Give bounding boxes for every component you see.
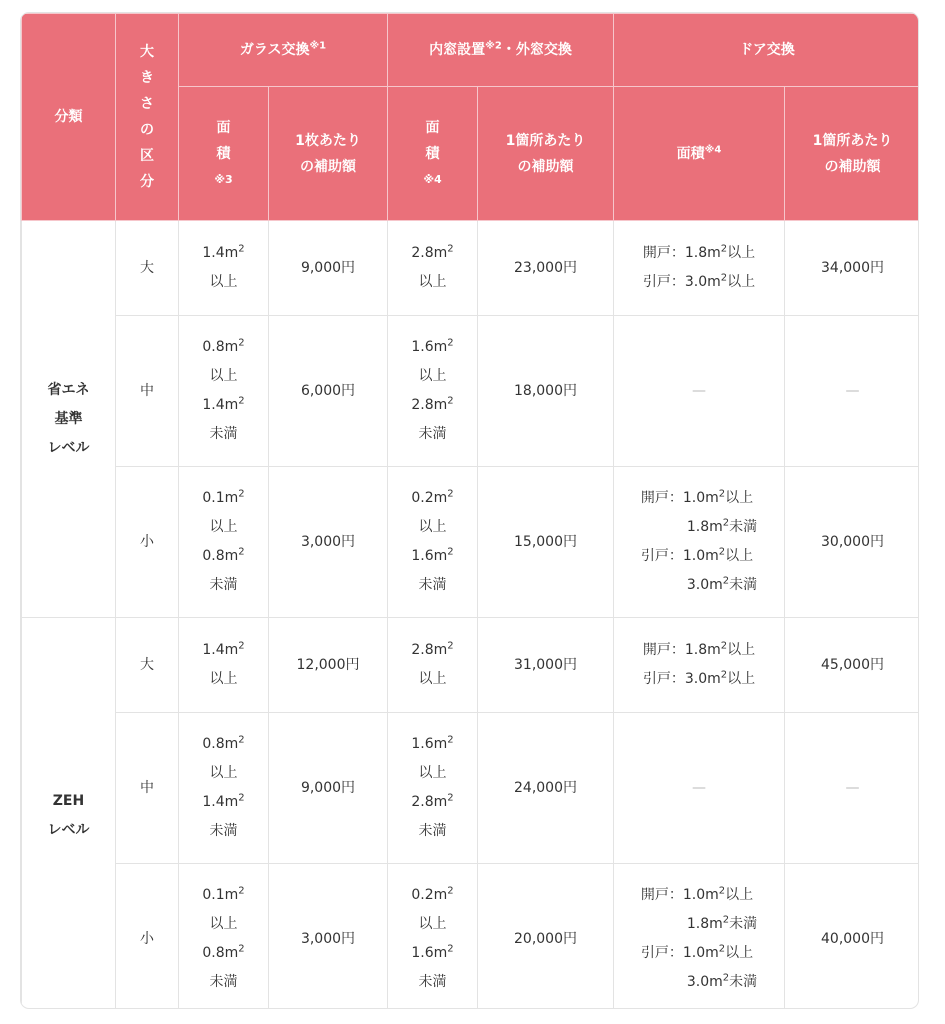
glass-area-cell: $0.8m^2$ 以上 $1.4m^2$ 未満 [179, 316, 269, 467]
category-label-line: ZEH [52, 793, 85, 809]
category-label-line: 省エネ [47, 381, 90, 398]
header-size-char: き [140, 70, 154, 86]
area-value: 1.6m [411, 945, 448, 961]
window-area-cell: $2.8m^2$ 以上 [388, 221, 478, 316]
window-amount-cell: 23,000円 [478, 221, 614, 316]
door-area-cell: 開戸：$1.0m^2$以上 $1.8m^2$未満 引戸：$1.0m^2$以上 $3.0m^2$未満 [614, 864, 785, 1010]
header-window-note: ※2 [485, 40, 502, 52]
header-amount-line: の補助額 [824, 158, 881, 175]
door-area-cell: 開戸：$1.8m^2$以上 引戸：$3.0m^2$以上 [614, 221, 785, 316]
area-qualifier: 以上 [418, 274, 447, 290]
area-value: 1.6m [411, 736, 448, 752]
door-amount-cell: — [785, 713, 920, 864]
header-size-char: 大 [140, 44, 154, 60]
door-amount-cell: 45,000円 [785, 618, 920, 713]
header-window [388, 14, 614, 87]
category-label-line: 基準 [54, 410, 83, 427]
door-area-qualifier: 以上 [727, 245, 756, 261]
door-area-value: 開戸：1.8m [642, 642, 721, 658]
header-amount-line: 1箇所あたり [812, 132, 893, 149]
size-cell: 小 [116, 467, 179, 618]
area-value: 0.1m [202, 490, 239, 506]
area-value: 2.8m [411, 397, 448, 413]
door-area-cell: — [614, 713, 785, 864]
area-qualifier: 未満 [209, 823, 238, 839]
category-label-line: レベル [47, 439, 90, 456]
header-area-char: 積 [425, 145, 440, 162]
size-cell: 中 [116, 713, 179, 864]
door-area-value: 引戸：1.0m [640, 945, 719, 961]
table-row [22, 467, 920, 618]
area-qualifier: 未満 [209, 577, 238, 593]
door-area-qualifier: 以上 [727, 274, 756, 290]
header-window-area [388, 87, 478, 221]
glass-amount-cell: 9,000円 [269, 221, 388, 316]
door-area-qualifier: 未満 [729, 916, 758, 932]
header-door-amount [785, 87, 920, 221]
area-value: 1.4m [202, 642, 239, 658]
glass-amount-cell: 3,000円 [269, 467, 388, 618]
door-area-value: 1.8m [686, 916, 723, 932]
category-cell [22, 618, 116, 1010]
area-qualifier: 未満 [418, 577, 447, 593]
area-qualifier: 未満 [418, 426, 447, 442]
door-area-value: 3.0m [686, 974, 723, 990]
header-door: ドア交換 [614, 14, 920, 87]
area-value: 1.6m [411, 548, 448, 564]
table-row [22, 618, 920, 713]
area-value: 2.8m [411, 642, 448, 658]
size-cell: 小 [116, 864, 179, 1010]
glass-amount-cell: 9,000円 [269, 713, 388, 864]
area-value: 0.8m [202, 945, 239, 961]
area-qualifier: 以上 [209, 916, 238, 932]
window-area-cell: $1.6m^2$ 以上 $2.8m^2$ 未満 [388, 713, 478, 864]
header-amount-line: の補助額 [517, 158, 574, 175]
window-area-cell: $0.2m^2$ 以上 $1.6m^2$ 未満 [388, 467, 478, 618]
header-size-class [116, 14, 179, 221]
header-area-char: 面 [425, 119, 440, 136]
header-window-title-a: 内窓設置 [429, 42, 486, 58]
header-glass-area [179, 87, 269, 221]
category-label-line: レベル [47, 822, 90, 838]
area-value: 1.4m [202, 794, 239, 810]
area-value: 0.1m [202, 887, 239, 903]
window-amount-cell: 24,000円 [478, 713, 614, 864]
glass-amount-cell: 6,000円 [269, 316, 388, 467]
area-value: 0.8m [202, 736, 239, 752]
area-qualifier: 未満 [418, 823, 447, 839]
door-area-value: 引戸：3.0m [642, 274, 721, 290]
door-amount-cell: 34,000円 [785, 221, 920, 316]
window-area-cell: $0.2m^2$ 以上 $1.6m^2$ 未満 [388, 864, 478, 1010]
header-glass-note: ※1 [309, 40, 327, 52]
door-area-cell: 開戸：$1.0m^2$以上 $1.8m^2$未満 引戸：$1.0m^2$以上 $3.0m^2$未満 [614, 467, 785, 618]
area-value: 0.8m [202, 548, 239, 564]
header-glass-amount [269, 87, 388, 221]
door-area-value: 引戸：1.0m [640, 548, 719, 564]
door-area-cell: 開戸：$1.8m^2$以上 引戸：$3.0m^2$以上 [614, 618, 785, 713]
area-qualifier: 以上 [418, 916, 447, 932]
header-size-char: 区 [140, 148, 154, 164]
area-qualifier: 以上 [418, 671, 447, 687]
area-value: 2.8m [411, 245, 448, 261]
glass-area-cell: $0.8m^2$ 以上 $1.4m^2$ 未満 [179, 713, 269, 864]
area-qualifier: 以上 [418, 368, 447, 384]
header-category: 分類 [22, 14, 116, 221]
glass-area-cell: $0.1m^2$ 以上 $0.8m^2$ 未満 [179, 467, 269, 618]
header-amount-line: 1箇所あたり [505, 132, 586, 149]
header-amount-line: 1枚あたり [295, 132, 361, 149]
door-area-qualifier: 以上 [725, 887, 754, 903]
door-amount-cell: 30,000円 [785, 467, 920, 618]
header-amount-line: の補助額 [300, 158, 356, 175]
area-value: 1.4m [202, 245, 239, 261]
header-door-area-note: ※4 [704, 143, 722, 155]
size-cell: 大 [116, 618, 179, 713]
glass-area-cell: $1.4m^2$ 以上 [179, 618, 269, 713]
door-area-qualifier: 以上 [725, 490, 754, 506]
area-value: 2.8m [411, 794, 448, 810]
door-area-value: 1.8m [686, 519, 723, 535]
header-glass [179, 14, 388, 87]
door-area-qualifier: 以上 [727, 642, 756, 658]
area-qualifier: 未満 [418, 974, 447, 990]
header-door-area [614, 87, 785, 221]
window-area-cell: $1.6m^2$ 以上 $2.8m^2$ 未満 [388, 316, 478, 467]
window-amount-cell: 15,000円 [478, 467, 614, 618]
door-area-qualifier: 以上 [725, 548, 754, 564]
header-area-note: ※3 [214, 172, 233, 186]
glass-amount-cell: 12,000円 [269, 618, 388, 713]
glass-area-cell: $1.4m^2$ 以上 [179, 221, 269, 316]
door-area-qualifier: 未満 [729, 577, 758, 593]
door-area-value: 開戸：1.0m [640, 887, 719, 903]
area-qualifier: 以上 [209, 368, 238, 384]
table-row [22, 316, 920, 467]
area-qualifier: 以上 [209, 671, 238, 687]
area-value: 0.2m [411, 887, 448, 903]
header-door-area-label: 面積 [676, 145, 705, 162]
area-value: 0.2m [411, 490, 448, 506]
window-area-cell: $2.8m^2$ 以上 [388, 618, 478, 713]
area-qualifier: 未満 [209, 974, 238, 990]
header-area-char: 積 [216, 145, 231, 162]
door-area-value: 開戸：1.8m [642, 245, 721, 261]
header-glass-title: ガラス交換 [239, 42, 310, 58]
table-row [22, 864, 920, 1010]
header-area-char: 面 [216, 119, 231, 136]
door-area-qualifier: 未満 [729, 974, 758, 990]
header-size-char: さ [140, 96, 154, 112]
glass-amount-cell: 3,000円 [269, 864, 388, 1010]
area-value: 0.8m [202, 339, 239, 355]
door-area-qualifier: 未満 [729, 519, 758, 535]
area-qualifier: 以上 [209, 274, 238, 290]
header-size-char: 分 [140, 174, 154, 190]
table-row [22, 221, 920, 316]
door-area-value: 引戸：3.0m [642, 671, 721, 687]
subsidy-table-container [20, 12, 919, 1009]
header-window-title-b: ・外窓交換 [501, 42, 572, 58]
door-amount-cell: — [785, 316, 920, 467]
table-row [22, 713, 920, 864]
door-area-value: 3.0m [686, 577, 723, 593]
header-window-amount [478, 87, 614, 221]
door-area-qualifier: 以上 [727, 671, 756, 687]
size-cell: 大 [116, 221, 179, 316]
area-qualifier: 以上 [209, 519, 238, 535]
category-cell [22, 221, 116, 618]
window-amount-cell: 31,000円 [478, 618, 614, 713]
door-area-cell: — [614, 316, 785, 467]
header-size-char: の [140, 122, 154, 138]
door-area-qualifier: 以上 [725, 945, 754, 961]
area-value: 1.4m [202, 397, 239, 413]
area-qualifier: 以上 [418, 765, 447, 781]
window-amount-cell: 20,000円 [478, 864, 614, 1010]
door-amount-cell: 40,000円 [785, 864, 920, 1010]
area-qualifier: 以上 [209, 765, 238, 781]
subsidy-table [21, 13, 919, 1009]
glass-area-cell: $0.1m^2$ 以上 $0.8m^2$ 未満 [179, 864, 269, 1010]
size-cell: 中 [116, 316, 179, 467]
door-area-value: 開戸：1.0m [640, 490, 719, 506]
area-qualifier: 未満 [209, 426, 238, 442]
area-qualifier: 以上 [418, 519, 447, 535]
area-value: 1.6m [411, 339, 448, 355]
window-amount-cell: 18,000円 [478, 316, 614, 467]
header-area-note: ※4 [423, 172, 442, 186]
